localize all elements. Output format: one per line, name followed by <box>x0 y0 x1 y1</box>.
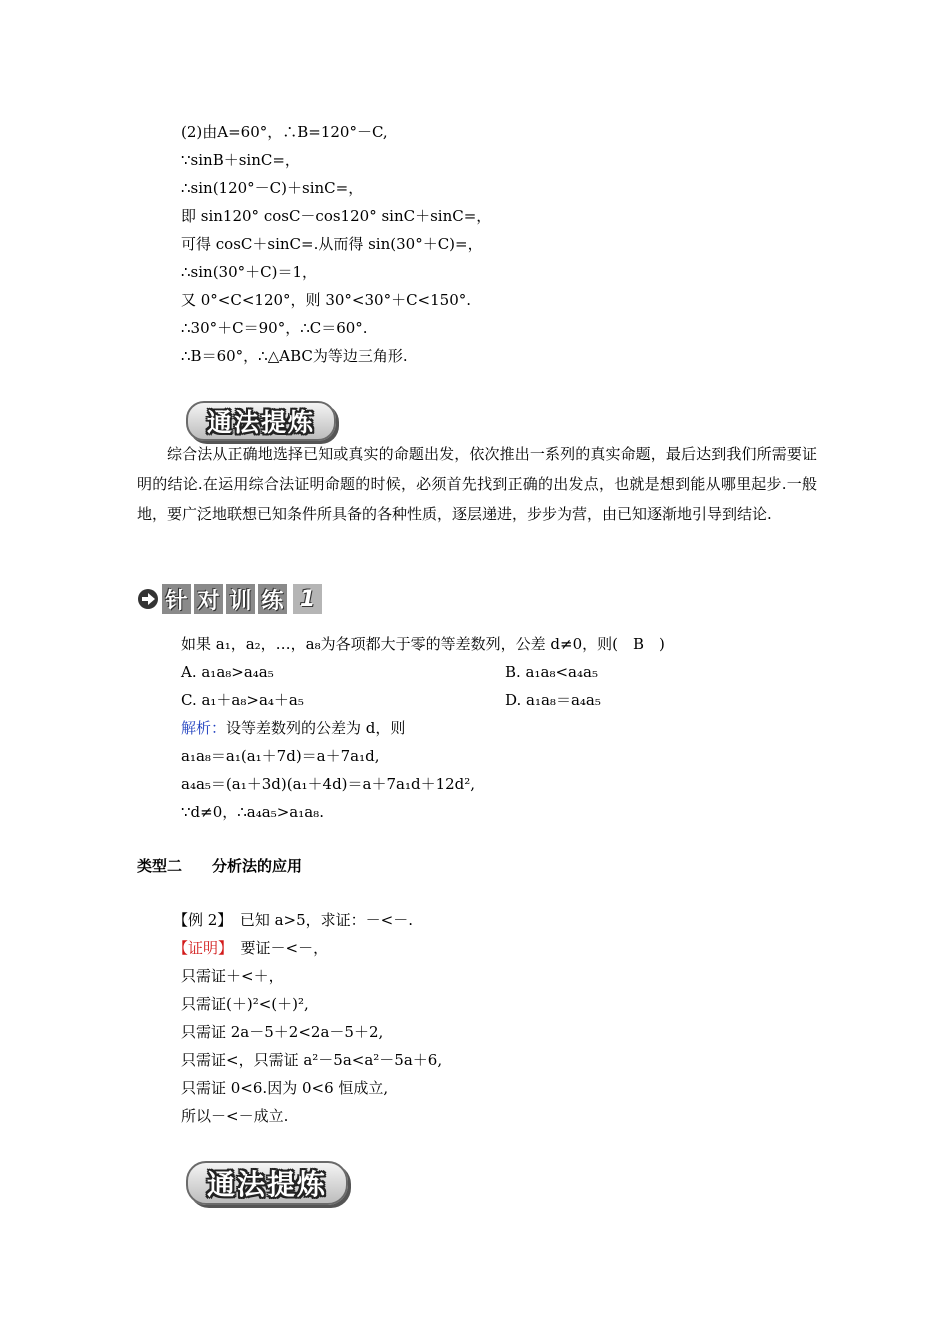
example2-text: 已知 a>5，求证：－<－. <box>224 911 413 929</box>
analysis-line-3: a₄a₅＝(a₁＋3d)(a₁＋4d)＝a＋7a₁d＋12d², <box>181 775 476 793</box>
analysis-label: 解析： <box>181 719 227 737</box>
proof-line-2: 只需证＋<＋， <box>181 967 284 985</box>
arrow-right-icon <box>137 588 159 610</box>
example2-line <box>173 910 413 930</box>
solution-line-8: ∴30°＋C＝90°，∴C＝60°. <box>181 319 368 337</box>
option-b: B. a₁a₈<a₄a₅ <box>505 663 598 681</box>
solution-line-2: ∵sinB＋sinC=， <box>181 151 300 169</box>
method-badge-2 <box>186 1161 348 1205</box>
proof-line-3: 只需证(＋)²<(＋)², <box>181 995 309 1013</box>
solution-line-6: ∴sin(30°＋C)＝1， <box>181 263 318 281</box>
method-badge <box>186 401 336 441</box>
proof-line-6: 只需证 0<6.因为 0<6 恒成立, <box>181 1079 389 1097</box>
analysis-line-2: a₁a₈＝a₁(a₁＋7d)＝a＋7a₁d, <box>181 747 380 765</box>
method-summary-text: 综合法从正确地选择已知或真实的命题出发，依次推出一系列的真实命题，最后达到我们所需要证明的结论.在运用综合法证明命题的时候，必须首先找到正确的出发点，也就是想到能从哪里起步.一般地，要广泛地联想已知条件所具备的各种性质，逐层递进，步步为营，由已知逐渐地引导到结论. <box>137 445 817 523</box>
analysis-first-text: 设等差数列的公差为 d，则 <box>226 719 406 737</box>
training-char-4: 练 <box>258 584 287 614</box>
question-text: 如果 a₁，a₂，…，a₈为各项都大于零的等差数列，公差 d≠0，则( B ) <box>181 635 665 653</box>
solution-line-5: 可得 cosC＋sinC=.从而得 sin(30°＋C)=， <box>181 235 483 253</box>
proof-line-5: 只需证<，只需证 a²－5a<a²－5a＋6, <box>181 1051 443 1069</box>
section-heading: 类型二 分析法的应用 <box>137 857 303 875</box>
method-badge-2-label: 通法提炼 <box>206 1168 327 1201</box>
option-a: A. a₁a₈>a₄a₅ <box>181 663 274 681</box>
analysis-line-4: ∵d≠0，∴a₄a₅>a₁a₈. <box>181 803 324 821</box>
proof-first-text: 要证－<－， <box>225 939 329 957</box>
training-number: 1 <box>293 584 322 614</box>
training-char-1: 针 <box>162 584 191 614</box>
solution-line-9: ∴B＝60°，∴△ABC为等边三角形. <box>181 347 408 365</box>
example2-tag: 【例 2】 <box>173 911 225 929</box>
solution-line-7: 又 0°<C<120°，则 30°<30°＋C<150°. <box>181 291 472 309</box>
option-d: D. a₁a₈＝a₄a₅ <box>505 691 601 709</box>
method-summary <box>137 439 817 529</box>
proof-line-4: 只需证 2a－5＋2<2a－5＋2, <box>181 1023 384 1041</box>
solution-line-1: (2)由A=60°，∴B=120°－C, <box>181 123 388 141</box>
option-c: C. a₁＋a₈>a₄＋a₅ <box>181 691 304 709</box>
proof-line-1 <box>173 938 328 958</box>
proof-line-7: 所以－<－成立. <box>181 1107 289 1125</box>
training-char-3: 训 <box>226 584 255 614</box>
training-header <box>137 582 322 616</box>
solution-line-4: 即 sin120° cosC－cos120° sinC＋sinC=， <box>181 207 492 225</box>
training-char-2: 对 <box>194 584 223 614</box>
method-badge-label: 通法提炼 <box>206 408 315 437</box>
analysis-line-1 <box>181 718 405 738</box>
solution-line-3: ∴sin(120°－C)＋sinC=， <box>181 179 364 197</box>
proof-label: 【证明】 <box>173 939 226 957</box>
